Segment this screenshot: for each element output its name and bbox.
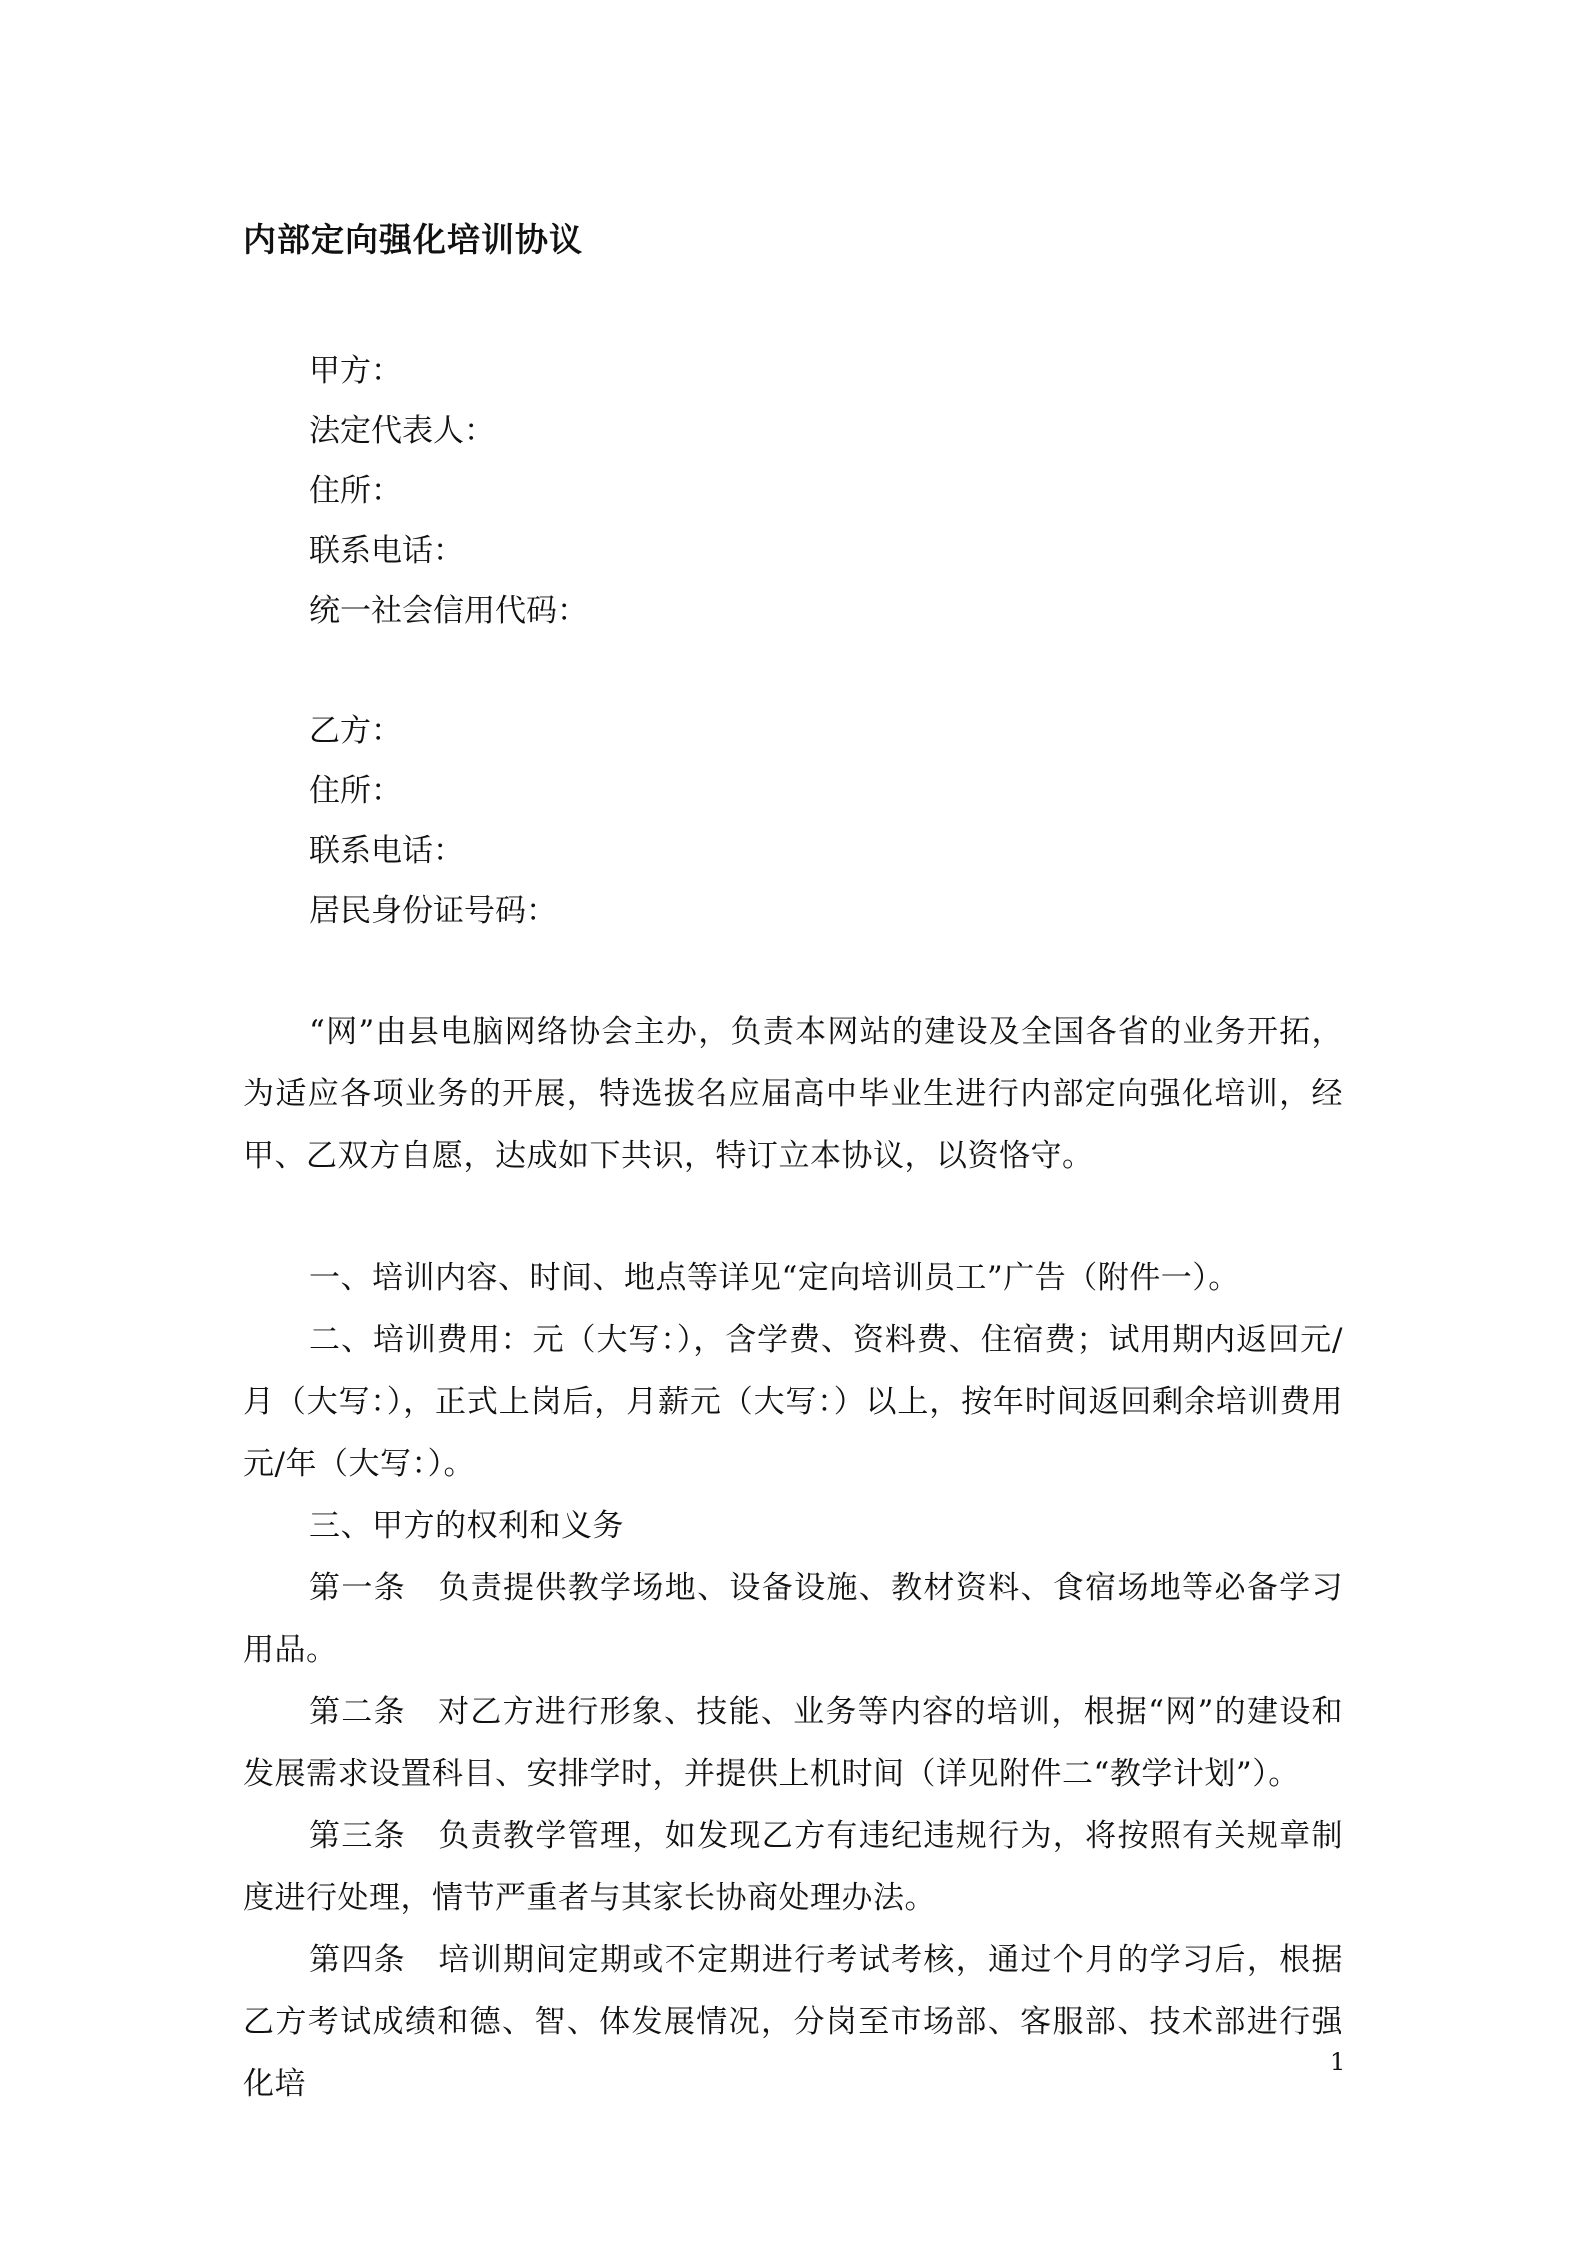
- party-b-label: 乙方：: [309, 713, 402, 749]
- party-b-phone: 联系电话：: [309, 833, 464, 869]
- article-3: 第三条 负责教学管理，如发现乙方有违纪违规行为，将按照有关规章制度进行处理，情节严重者与其家长协商处理办法。: [243, 1818, 1343, 1916]
- party-b-id-number: 居民身份证号码：: [309, 893, 557, 929]
- intro-paragraph: “网”由县电脑网络协会主办，负责本网站的建设及全国各省的业务开拓，为适应各项业务的开展，特选拔名应届高中毕业生进行内部定向强化培训，经甲、乙双方自愿，达成如下共识，特订立本协议，以资恪守。: [243, 1014, 1343, 1174]
- party-a-label: 甲方：: [309, 353, 402, 389]
- clause-2: 二、培训费用：元（大写：），含学费、资料费、住宿费；试用期内返回元/月（大写：），正式上岗后，月薪元（大写：）以上，按年时间返回剩余培训费用元/年（大写：）。: [243, 1322, 1343, 1482]
- party-a-phone: 联系电话：: [309, 533, 464, 569]
- document-body: [243, 214, 1346, 2115]
- article-1: 第一条 负责提供教学场地、设备设施、教材资料、食宿场地等必备学习用品。: [243, 1570, 1343, 1668]
- party-a-credit-code: 统一社会信用代码：: [309, 593, 588, 629]
- clause-3-heading: 三、甲方的权利和义务: [309, 1508, 624, 1544]
- page-number: 1: [1330, 2048, 1346, 2076]
- party-b-address: 住所：: [309, 773, 402, 809]
- document-title: 内部定向强化培训协议: [243, 220, 583, 259]
- article-4: 第四条 培训期间定期或不定期进行考试考核，通过个月的学习后，根据乙方考试成绩和德、智、体发展情况，分岗至市场部、客服部、技术部进行强化培: [243, 1942, 1343, 2102]
- party-b-block: [243, 701, 1343, 941]
- party-a-legal-rep: 法定代表人：: [309, 413, 495, 449]
- clause-1: 一、培训内容、时间、地点等详见“定向培训员工”广告（附件一）。: [309, 1260, 1240, 1296]
- article-2: 第二条 对乙方进行形象、技能、业务等内容的培训，根据“网”的建设和发展需求设置科目、安排学时，并提供上机时间（详见附件二“教学计划”）。: [243, 1694, 1343, 1792]
- spacer: [243, 941, 1343, 1001]
- party-a-block: [243, 341, 1343, 641]
- spacer: [243, 1187, 1343, 1247]
- spacer: [243, 641, 1343, 701]
- party-a-address: 住所：: [309, 473, 402, 509]
